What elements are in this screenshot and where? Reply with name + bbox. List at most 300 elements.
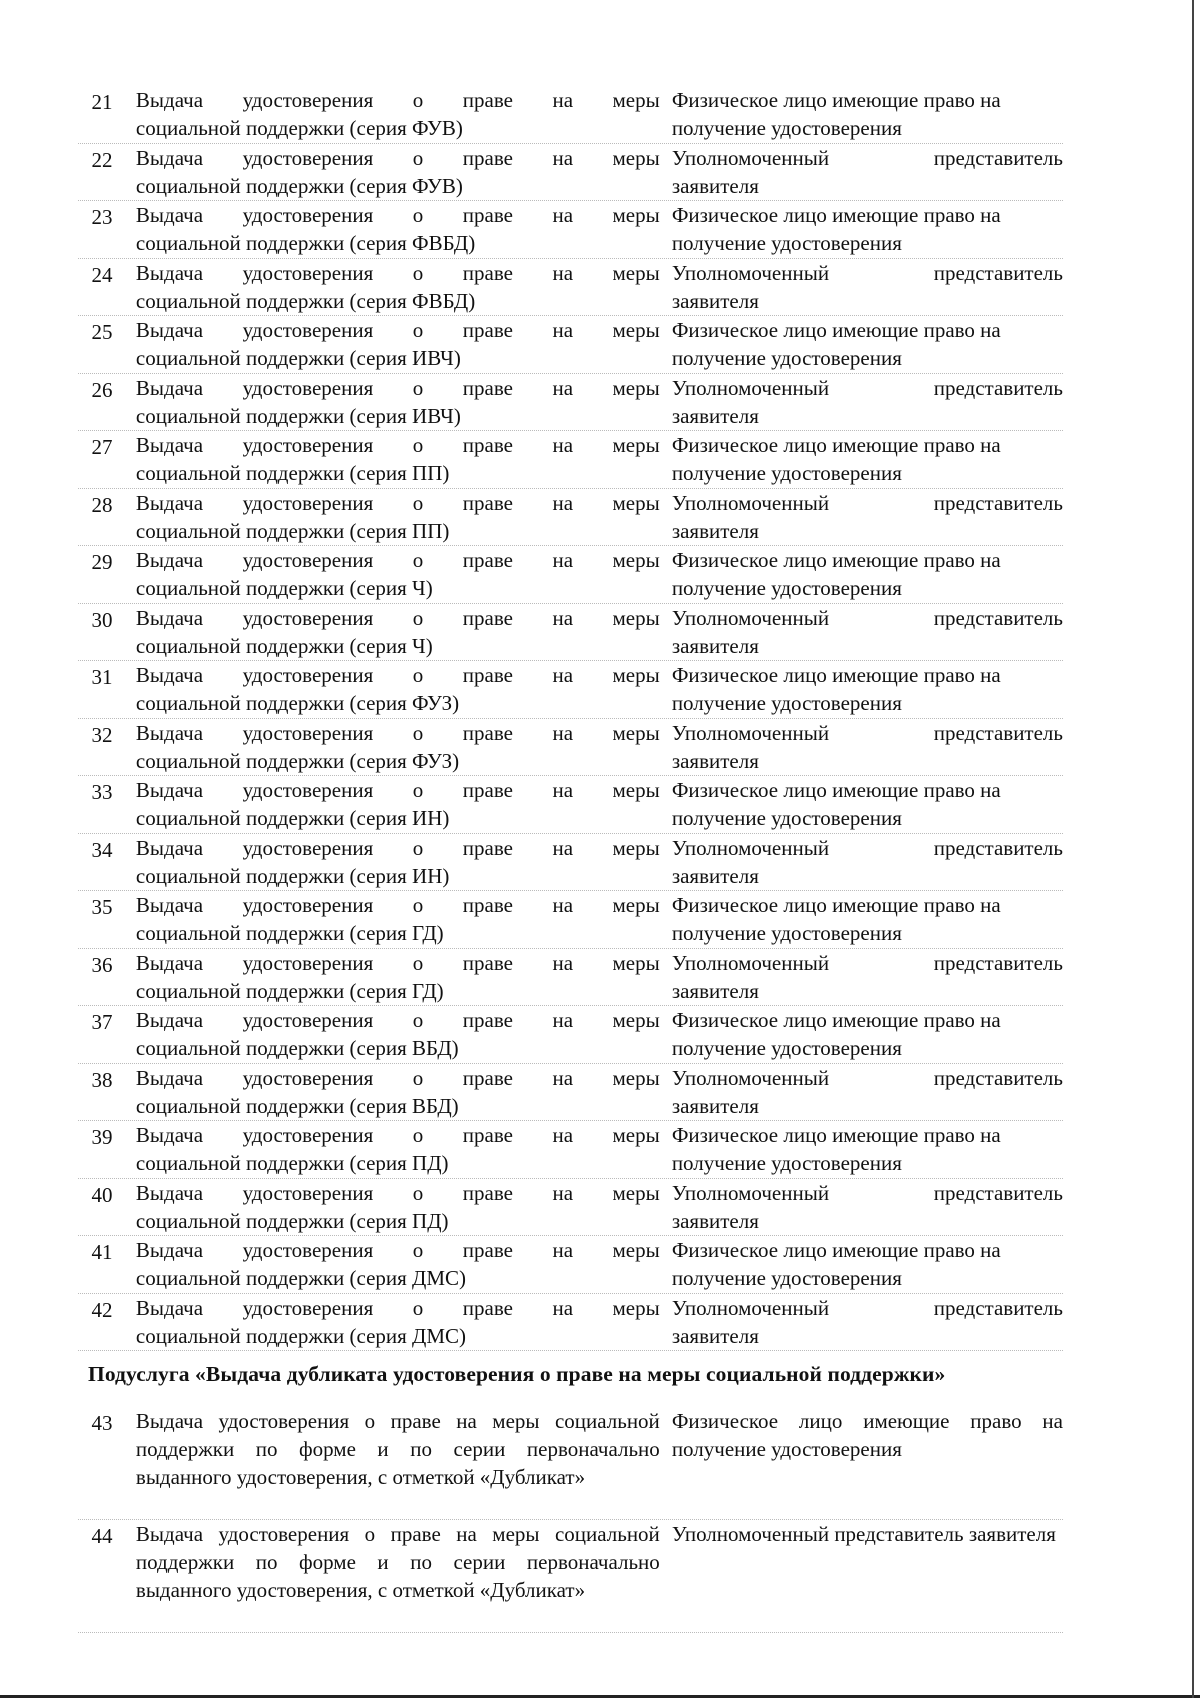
service-word: меры [612,720,660,745]
service-word: на [552,88,574,112]
table-row [78,604,1063,662]
table-row [78,489,1063,547]
applicant-line-2: заявителя [671,748,759,773]
service-word: удостоверения [242,778,374,802]
table-row [78,1407,1063,1520]
service-line-2: социальной поддержки (серия Ч) [135,633,433,658]
service-word: Выдача [135,720,204,745]
applicant-line-1: Физическое лицо имеющие право на [671,1008,1001,1032]
row-number: 32 [91,722,113,747]
applicant-category [660,1179,1063,1236]
service-word: праве [462,490,513,515]
service-name [126,259,660,316]
service-word: о [412,720,424,745]
applicant-word: Уполномоченный [671,490,830,515]
applicant-line-2: заявителя [671,863,759,888]
service-word: Выдача [135,778,204,802]
duplicate-rows [78,1407,1063,1633]
applicant-line-2: получение удостоверения [671,806,902,830]
applicant-category: Физическое лицо имеющие право на получение удостоверения [671,1409,1063,1461]
table-row [78,374,1063,432]
table-row [78,259,1063,317]
service-word: праве [462,1180,513,1205]
table-row [78,719,1063,777]
service-line-2: социальной поддержки (серия ГД) [135,978,444,1003]
service-line-2: социальной поддержки (серия ПД) [135,1208,449,1233]
service-line-1 [136,661,660,689]
applicant-category [660,1236,1063,1293]
row-number: 34 [91,837,113,862]
service-word: на [552,720,574,745]
service-word: праве [462,778,513,802]
service-word: Выдача [135,1008,204,1032]
service-word: на [552,318,574,342]
row-number: 37 [91,1010,113,1034]
service-line-2: социальной поддержки (серия ПП) [135,461,450,485]
table-row [78,1006,1063,1064]
service-word: на [552,1238,574,1262]
service-word: Выдача [135,835,204,860]
service-word: меры [612,1180,660,1205]
applicant-category [660,776,1063,833]
service-word: меры [612,318,660,342]
table-row [78,1064,1063,1122]
service-name [126,144,660,201]
service-line-1 [136,431,660,459]
service-word: праве [462,260,513,285]
table-row [78,201,1063,259]
service-word: удостоверения [242,605,374,630]
applicant-line-2: заявителя [671,403,759,428]
applicant-line-2: заявителя [671,288,759,313]
service-word: меры [612,950,660,975]
service-word: Выдача [135,548,204,572]
service-line-2: социальной поддержки (серия ДМС) [135,1266,467,1290]
service-word: на [552,893,574,917]
service-line-1 [136,201,660,229]
service-word: удостоверения [242,663,374,687]
service-name [126,661,660,718]
service-word: удостоверения [242,433,374,457]
service-word: о [412,1180,424,1205]
row-number: 21 [91,90,113,114]
service-word: удостоверения [242,1295,374,1320]
service-word: Выдача [135,1123,204,1147]
service-word: удостоверения [242,145,374,170]
service-line-2: социальной поддержки (серия ФВБД) [135,288,476,313]
applicant-category [660,1294,1063,1351]
applicant-line-2: получение удостоверения [671,576,902,600]
applicant-line-1: Физическое лицо имеющие право на [671,88,1001,112]
service-line-1 [136,949,660,977]
applicant-word: Уполномоченный [671,720,830,745]
row-number: 41 [91,1240,113,1264]
applicant-category [660,949,1063,1006]
row-number: 43 [91,1411,113,1435]
table-row [78,316,1063,374]
service-word: праве [462,318,513,342]
service-word: меры [612,835,660,860]
row-number: 39 [91,1125,113,1149]
service-word: удостоверения [242,318,374,342]
row-number: 44 [91,1524,113,1548]
applicant-word: Уполномоченный [671,145,830,170]
service-word: праве [462,893,513,917]
service-name: Выдача удостоверения о праве на меры социальной поддержки по форме и по серии первоначально выданного удостоверения, с отметкой «Дубликат» [135,1522,660,1602]
service-word: Выдача [135,260,204,285]
service-word: на [552,490,574,515]
scan-right-edge [1192,0,1194,1698]
service-word: на [552,605,574,630]
applicant-category [660,661,1063,718]
applicant-line-1 [672,949,1063,977]
service-word: на [552,950,574,975]
service-word: о [412,950,424,975]
service-word: на [552,778,574,802]
row-number: 30 [91,607,113,632]
service-rows [78,86,1063,1351]
applicant-word: представитель [933,260,1063,285]
service-word: Выдача [135,490,204,515]
applicant-line-2: получение удостоверения [671,116,902,140]
applicant-word: Уполномоченный [671,605,830,630]
applicant-word: Уполномоченный [671,375,830,400]
service-line-2: социальной поддержки (серия ПП) [135,518,450,543]
applicant-line-2: получение удостоверения [671,691,902,715]
applicant-line-1: Физическое лицо имеющие право на [671,893,1001,917]
service-word: на [552,1123,574,1147]
service-word: праве [462,835,513,860]
applicant-line-1 [672,489,1063,517]
service-line-2: социальной поддержки (серия ПД) [135,1151,449,1175]
service-word: о [412,203,424,227]
applicant-category [660,489,1063,546]
applicant-word: Уполномоченный [671,1295,830,1320]
service-word: Выдача [135,1065,204,1090]
service-word: меры [612,1008,660,1032]
service-word: Выдача [135,1295,204,1320]
service-word: о [412,835,424,860]
service-word: о [412,605,424,630]
service-word: меры [612,893,660,917]
row-number: 23 [91,205,113,229]
service-word: меры [612,88,660,112]
applicant-category [660,86,1063,143]
service-line-2: социальной поддержки (серия ФВБД) [135,231,476,255]
row-number: 27 [91,435,113,459]
applicant-line-1 [672,374,1063,402]
service-word: Выдача [135,893,204,917]
service-word: на [552,1065,574,1090]
row-number: 26 [91,377,113,402]
service-name: Выдача удостоверения о праве на меры социальной поддержки по форме и по серии первоначально выданного удостоверения, с отметкой «Дубликат» [135,1409,660,1489]
row-number: 35 [91,895,113,919]
service-name [126,891,660,948]
service-word: удостоверения [242,548,374,572]
applicant-category [660,891,1063,948]
service-word: о [412,1123,424,1147]
applicant-line-1 [672,144,1063,172]
service-line-2: социальной поддержки (серия ИН) [135,863,450,888]
applicant-line-1: Физическое лицо имеющие право на [671,433,1001,457]
service-word: праве [462,1295,513,1320]
applicant-category [660,374,1063,431]
applicant-word: представитель [933,605,1063,630]
applicant-word: представитель [933,950,1063,975]
service-word: Выдача [135,433,204,457]
service-name [126,86,660,143]
service-word: Выдача [135,203,204,227]
service-line-2: социальной поддержки (серия ФУЗ) [135,748,460,773]
service-line-1 [136,719,660,747]
applicant-line-1: Физическое лицо имеющие право на [671,203,1001,227]
service-word: о [412,318,424,342]
applicant-word: представитель [933,1180,1063,1205]
applicant-line-1: Физическое лицо имеющие право на [671,548,1001,572]
service-line-1 [136,316,660,344]
table-row [78,891,1063,949]
applicant-word: Уполномоченный [671,1180,830,1205]
applicant-line-1: Физическое лицо имеющие право на [671,778,1001,802]
service-word: Выдача [135,318,204,342]
row-number: 36 [91,952,113,977]
applicant-category [660,604,1063,661]
service-line-2: социальной поддержки (серия Ч) [135,576,433,600]
service-line-1 [136,1006,660,1034]
applicant-line-2: заявителя [671,1323,759,1348]
applicant-line-1 [672,1179,1063,1207]
service-line-2: социальной поддержки (серия ИВЧ) [135,346,461,370]
applicant-word: представитель [933,1065,1063,1090]
service-word: на [552,1295,574,1320]
applicant-word: представитель [933,375,1063,400]
service-line-2: социальной поддержки (серия ФУЗ) [135,691,460,715]
applicant-category [660,834,1063,891]
applicant-word: представитель [933,720,1063,745]
service-line-2: социальной поддержки (серия ДМС) [135,1323,467,1348]
applicant-word: Уполномоченный [671,835,830,860]
service-word: меры [612,203,660,227]
service-word: праве [462,203,513,227]
service-word: праве [462,433,513,457]
row-number: 29 [91,550,113,574]
table-row [78,949,1063,1007]
applicant-line-1: Физическое лицо имеющие право на [671,663,1001,687]
service-word: удостоверения [242,375,374,400]
service-word: о [412,88,424,112]
service-word: на [552,145,574,170]
service-word: праве [462,1238,513,1262]
table-row [78,431,1063,489]
service-name [126,1179,660,1236]
service-word: Выдача [135,375,204,400]
service-line-1 [136,489,660,517]
section-title: Подуслуга «Выдача дубликата удостоверения о праве на меры социальной поддержки» [88,1362,946,1386]
applicant-category [660,1064,1063,1121]
service-word: праве [462,375,513,400]
applicant-line-2: заявителя [671,1093,759,1118]
service-name [126,1121,660,1178]
applicant-word: Уполномоченный [671,1065,830,1090]
applicant-line-2: получение удостоверения [671,1036,902,1060]
applicant-line-2: заявителя [671,978,759,1003]
row-number: 22 [91,147,113,172]
service-word: меры [612,260,660,285]
applicant-word: представитель [933,1295,1063,1320]
row-number: 24 [91,262,113,287]
service-word: о [412,548,424,572]
service-word: праве [462,145,513,170]
service-name [126,719,660,776]
service-word: удостоверения [242,1238,374,1262]
service-word: праве [462,950,513,975]
service-line-2: социальной поддержки (серия ВБД) [135,1036,459,1060]
applicant-category [660,1006,1063,1063]
table-row [78,834,1063,892]
service-name [126,1064,660,1121]
applicant-category [660,546,1063,603]
service-word: о [412,145,424,170]
service-name [126,949,660,1006]
service-word: на [552,1180,574,1205]
service-word: меры [612,490,660,515]
service-word: меры [612,778,660,802]
service-word: праве [462,1123,513,1147]
applicant-line-1 [672,719,1063,747]
service-word: меры [612,605,660,630]
service-word: о [412,1065,424,1090]
service-word: Выдача [135,88,204,112]
service-word: на [552,663,574,687]
applicant-category [660,316,1063,373]
service-line-1 [136,604,660,632]
service-word: меры [612,145,660,170]
service-word: удостоверения [242,1180,374,1205]
service-word: меры [612,1295,660,1320]
applicant-category [660,719,1063,776]
service-line-2: социальной поддержки (серия ФУВ) [135,116,463,140]
service-line-2: социальной поддержки (серия ФУВ) [135,173,463,198]
service-name [126,776,660,833]
service-line-1 [136,1294,660,1322]
service-word: меры [612,1065,660,1090]
row-number: 40 [91,1182,113,1207]
service-word: на [552,260,574,285]
service-word: Выдача [135,663,204,687]
service-word: удостоверения [242,893,374,917]
row-number: 25 [91,320,113,344]
service-line-1 [136,1179,660,1207]
service-word: Выдача [135,950,204,975]
table-row [78,1520,1063,1633]
service-name [126,546,660,603]
service-name [126,834,660,891]
service-word: о [412,375,424,400]
service-word: удостоверения [242,1008,374,1032]
row-number: 33 [91,780,113,804]
service-name [126,374,660,431]
applicant-line-2: получение удостоверения [671,346,902,370]
applicant-word: представитель [933,490,1063,515]
service-word: удостоверения [242,490,374,515]
service-line-1 [136,546,660,574]
row-number: 28 [91,492,113,517]
service-word: удостоверения [242,950,374,975]
service-word: меры [612,375,660,400]
applicant-category [660,431,1063,488]
service-word: меры [612,548,660,572]
service-line-1 [136,374,660,402]
service-word: меры [612,663,660,687]
row-number: 31 [91,665,113,689]
service-word: меры [612,433,660,457]
service-word: удостоверения [242,1123,374,1147]
service-word: о [412,1008,424,1032]
service-name [126,201,660,258]
applicant-line-1: Физическое лицо имеющие право на [671,1123,1001,1147]
applicant-line-2: получение удостоверения [671,1151,902,1175]
applicant-word: представитель [933,835,1063,860]
service-word: на [552,835,574,860]
applicant-category [660,1121,1063,1178]
service-word: о [412,1295,424,1320]
service-word: на [552,1008,574,1032]
service-word: о [412,778,424,802]
service-word: удостоверения [242,1065,374,1090]
service-word: удостоверения [242,835,374,860]
service-word: о [412,433,424,457]
service-word: праве [462,1008,513,1032]
applicant-line-2: заявителя [671,1208,759,1233]
service-line-1 [136,1064,660,1092]
service-word: удостоверения [242,720,374,745]
row-number: 42 [91,1297,113,1322]
service-word: о [412,260,424,285]
service-word: удостоверения [242,88,374,112]
service-line-2: социальной поддержки (серия ВБД) [135,1093,459,1118]
applicant-line-2: получение удостоверения [671,231,902,255]
service-name [126,1294,660,1351]
document-table [78,86,1063,1633]
service-line-1 [136,1236,660,1264]
service-word: Выдача [135,145,204,170]
service-word: праве [462,1065,513,1090]
applicant-word: Уполномоченный [671,260,830,285]
service-name [126,489,660,546]
table-row [78,86,1063,144]
applicant-line-2: заявителя [671,518,759,543]
service-word: о [412,663,424,687]
applicant-line-1 [672,259,1063,287]
applicant-line-2: заявителя [671,173,759,198]
service-word: о [412,893,424,917]
service-line-2: социальной поддержки (серия ИН) [135,806,450,830]
table-row [78,1236,1063,1294]
service-word: о [412,1238,424,1262]
applicant-line-1 [672,1064,1063,1092]
table-row [78,1179,1063,1237]
service-line-1 [136,86,660,114]
service-line-2: социальной поддержки (серия ИВЧ) [135,403,461,428]
service-word: Выдача [135,1238,204,1262]
service-name [126,431,660,488]
applicant-line-1 [672,834,1063,862]
service-line-1 [136,1121,660,1149]
service-name [126,316,660,373]
service-name [126,1006,660,1063]
service-word: праве [462,88,513,112]
applicant-word: представитель [933,145,1063,170]
